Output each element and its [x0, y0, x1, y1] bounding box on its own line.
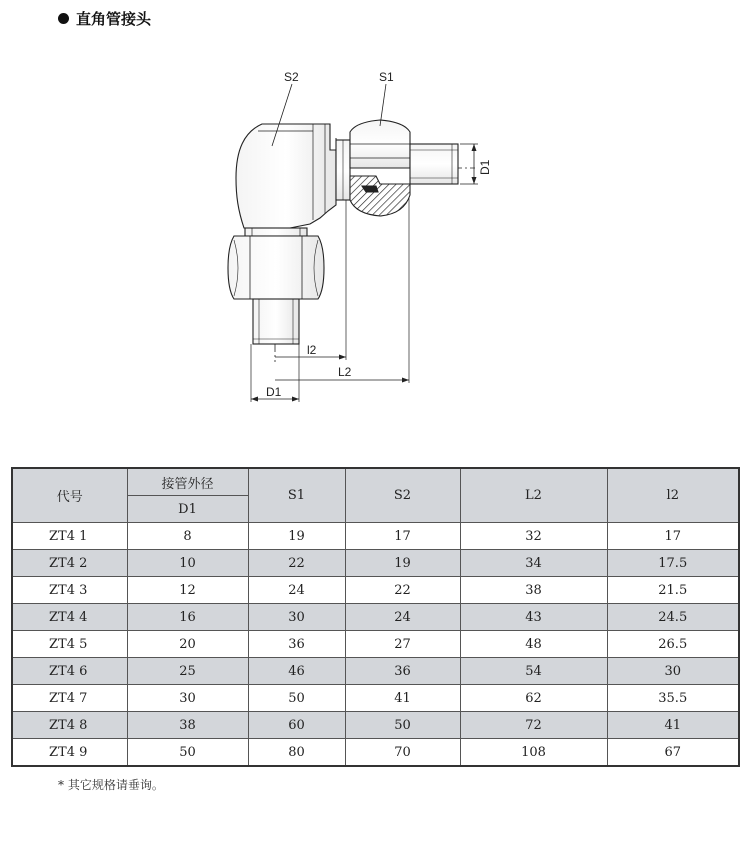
label-s2: S2: [284, 70, 299, 84]
table-cell: 54: [460, 658, 607, 685]
header-l2: l2: [607, 468, 739, 523]
table-cell: 50: [248, 685, 345, 712]
table-cell: 24.5: [607, 604, 739, 631]
table-cell: 41: [607, 712, 739, 739]
table-cell: 22: [248, 550, 345, 577]
table-cell: 19: [248, 523, 345, 550]
lower-hex-nut: [228, 236, 324, 299]
table-cell: 43: [460, 604, 607, 631]
table-cell: 30: [607, 658, 739, 685]
label-d1-right: D1: [478, 159, 492, 175]
header-s2: S2: [345, 468, 460, 523]
table-cell: 30: [127, 685, 248, 712]
table-cell: 38: [460, 577, 607, 604]
table-cell: 24: [248, 577, 345, 604]
table-cell: 26.5: [607, 631, 739, 658]
table-row: [12, 685, 739, 712]
table-cell: 60: [248, 712, 345, 739]
table-cell: 12: [127, 577, 248, 604]
table-cell: 62: [460, 685, 607, 712]
table-cell: 70: [345, 739, 460, 767]
table-cell: 21.5: [607, 577, 739, 604]
header-d1: D1: [127, 496, 248, 523]
table-cell: ZT4 3: [12, 577, 127, 604]
label-l2-large: L2: [338, 365, 352, 379]
label-l2-small: l2: [307, 343, 317, 357]
header-code: 代号: [12, 468, 127, 523]
elbow-body: [236, 124, 336, 228]
table-row: [12, 739, 739, 767]
table-cell: 67: [607, 739, 739, 767]
table-cell: 10: [127, 550, 248, 577]
lower-pipe: [253, 299, 299, 344]
table-cell: 50: [345, 712, 460, 739]
table-cell: 25: [127, 658, 248, 685]
table-cell: 48: [460, 631, 607, 658]
table-cell: 19: [345, 550, 460, 577]
section-title: 直角管接头: [76, 9, 152, 28]
table-row: [12, 631, 739, 658]
table-cell: 8: [127, 523, 248, 550]
table-cell: 27: [345, 631, 460, 658]
label-s1: S1: [379, 70, 394, 84]
table-cell: ZT4 7: [12, 685, 127, 712]
table-cell: 50: [127, 739, 248, 767]
neck-ring: [245, 228, 307, 236]
right-nut-section: [350, 176, 410, 216]
table-body: [12, 523, 739, 767]
header-s1: S1: [248, 468, 345, 523]
table-cell: 38: [127, 712, 248, 739]
table-cell: 36: [248, 631, 345, 658]
table-row: [12, 712, 739, 739]
table-cell: ZT4 8: [12, 712, 127, 739]
table-cell: ZT4 1: [12, 523, 127, 550]
table-row: [12, 604, 739, 631]
label-d1-bottom: D1: [266, 385, 282, 399]
footnote: * 其它规格请垂询。: [58, 778, 164, 792]
table-cell: 17: [607, 523, 739, 550]
table-cell: 108: [460, 739, 607, 767]
table-cell: 46: [248, 658, 345, 685]
table-cell: 72: [460, 712, 607, 739]
fitting-drawing: [0, 0, 750, 420]
table-cell: ZT4 9: [12, 739, 127, 767]
table-row: [12, 550, 739, 577]
table-row: [12, 577, 739, 604]
table-cell: 20: [127, 631, 248, 658]
table-cell: 22: [345, 577, 460, 604]
table-cell: 80: [248, 739, 345, 767]
table-cell: ZT4 4: [12, 604, 127, 631]
header-L2: L2: [460, 468, 607, 523]
table-cell: 35.5: [607, 685, 739, 712]
table-row: [12, 523, 739, 550]
table-cell: 24: [345, 604, 460, 631]
table-cell: 30: [248, 604, 345, 631]
table-cell: 17.5: [607, 550, 739, 577]
table-cell: ZT4 2: [12, 550, 127, 577]
table-cell: 36: [345, 658, 460, 685]
header-outer-diameter: 接管外径: [127, 468, 248, 496]
table-cell: 17: [345, 523, 460, 550]
table-cell: ZT4 6: [12, 658, 127, 685]
table-cell: 16: [127, 604, 248, 631]
spec-table: [11, 467, 740, 767]
table-cell: ZT4 5: [12, 631, 127, 658]
table-cell: 41: [345, 685, 460, 712]
table-row: [12, 658, 739, 685]
table-cell: 32: [460, 523, 607, 550]
table-cell: 34: [460, 550, 607, 577]
